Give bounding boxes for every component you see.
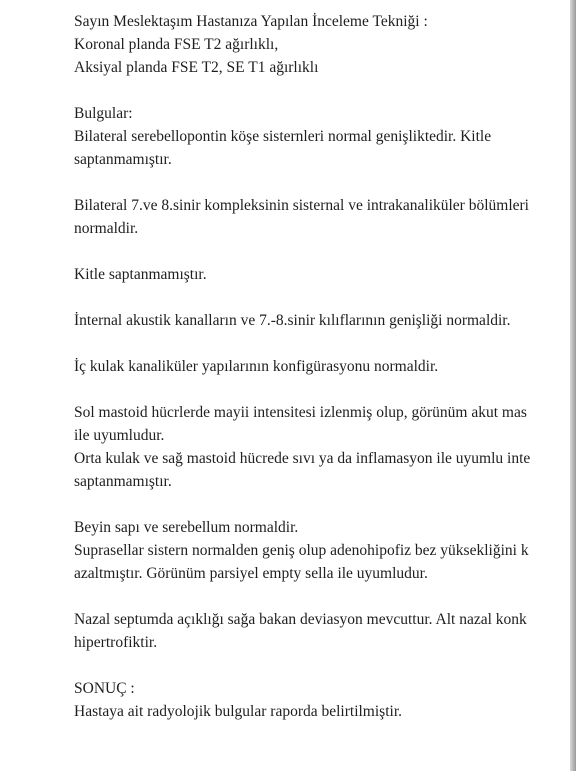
finding-septum-line1: Nazal septumda açıklığı sağa bakan deviasyon mevcuttur. Alt nazal konk [74,611,527,628]
technique-intro: Sayın Meslektaşım Hastanıza Yapılan İnceleme Tekniği : [74,13,428,30]
finding-middle-ear-line1: Orta kulak ve sağ mastoid hücrede sıvı ya da inflamasyon ile uyumlu inte [74,450,531,467]
conclusion-text: Hastaya ait radyolojik bulgular raporda belirtilmiştir. [74,703,402,720]
finding-inner-ear: İç kulak kanaliküler yapılarının konfigürasyonu normaldir. [74,358,439,375]
findings-heading: Bulgular: [74,105,133,122]
finding-mastoid-line1: Sol mastoid hücrlerde mayii intensitesi izlenmiş olup, görünüm akut mas [74,404,527,421]
conclusion-heading: SONUÇ : [74,680,135,697]
finding-cpa-line1: Bilateral serebellopontin köşe sisternleri normal genişliktedir. Kitle [74,128,492,145]
technique-coronal: Koronal planda FSE T2 ağırlıklı, [74,36,279,53]
finding-sella-line2: azaltmıştır. Görünüm parsiyel empty sella ile uyumludur. [74,565,428,582]
finding-iac: İnternal akustik kanalların ve 7.-8.sinir kılıflarının genişliği normaldir. [74,312,511,329]
finding-mass: Kitle saptanmamıştır. [74,266,207,283]
finding-nerves-line1: Bilateral 7.ve 8.sinir kompleksinin sisternal ve intrakanaliküler bölümleri [74,197,529,214]
finding-mastoid-line2: ile uyumludur. [74,427,165,444]
finding-brainstem: Beyin sapı ve serebellum normaldir. [74,519,299,536]
report-body [74,10,576,723]
finding-nerves-line2: normaldir. [74,220,139,237]
finding-cpa-line2: saptanmamıştır. [74,151,172,168]
technique-axial: Aksiyal planda FSE T2, SE T1 ağırlıklı [74,59,319,76]
page-edge [570,0,576,771]
finding-middle-ear-line2: saptanmamıştır. [74,473,172,490]
finding-septum-line2: hipertrofiktir. [74,634,158,651]
finding-sella-line1: Suprasellar sistern normalden geniş olup adenohipofiz bez yüksekliğini k [74,542,529,559]
